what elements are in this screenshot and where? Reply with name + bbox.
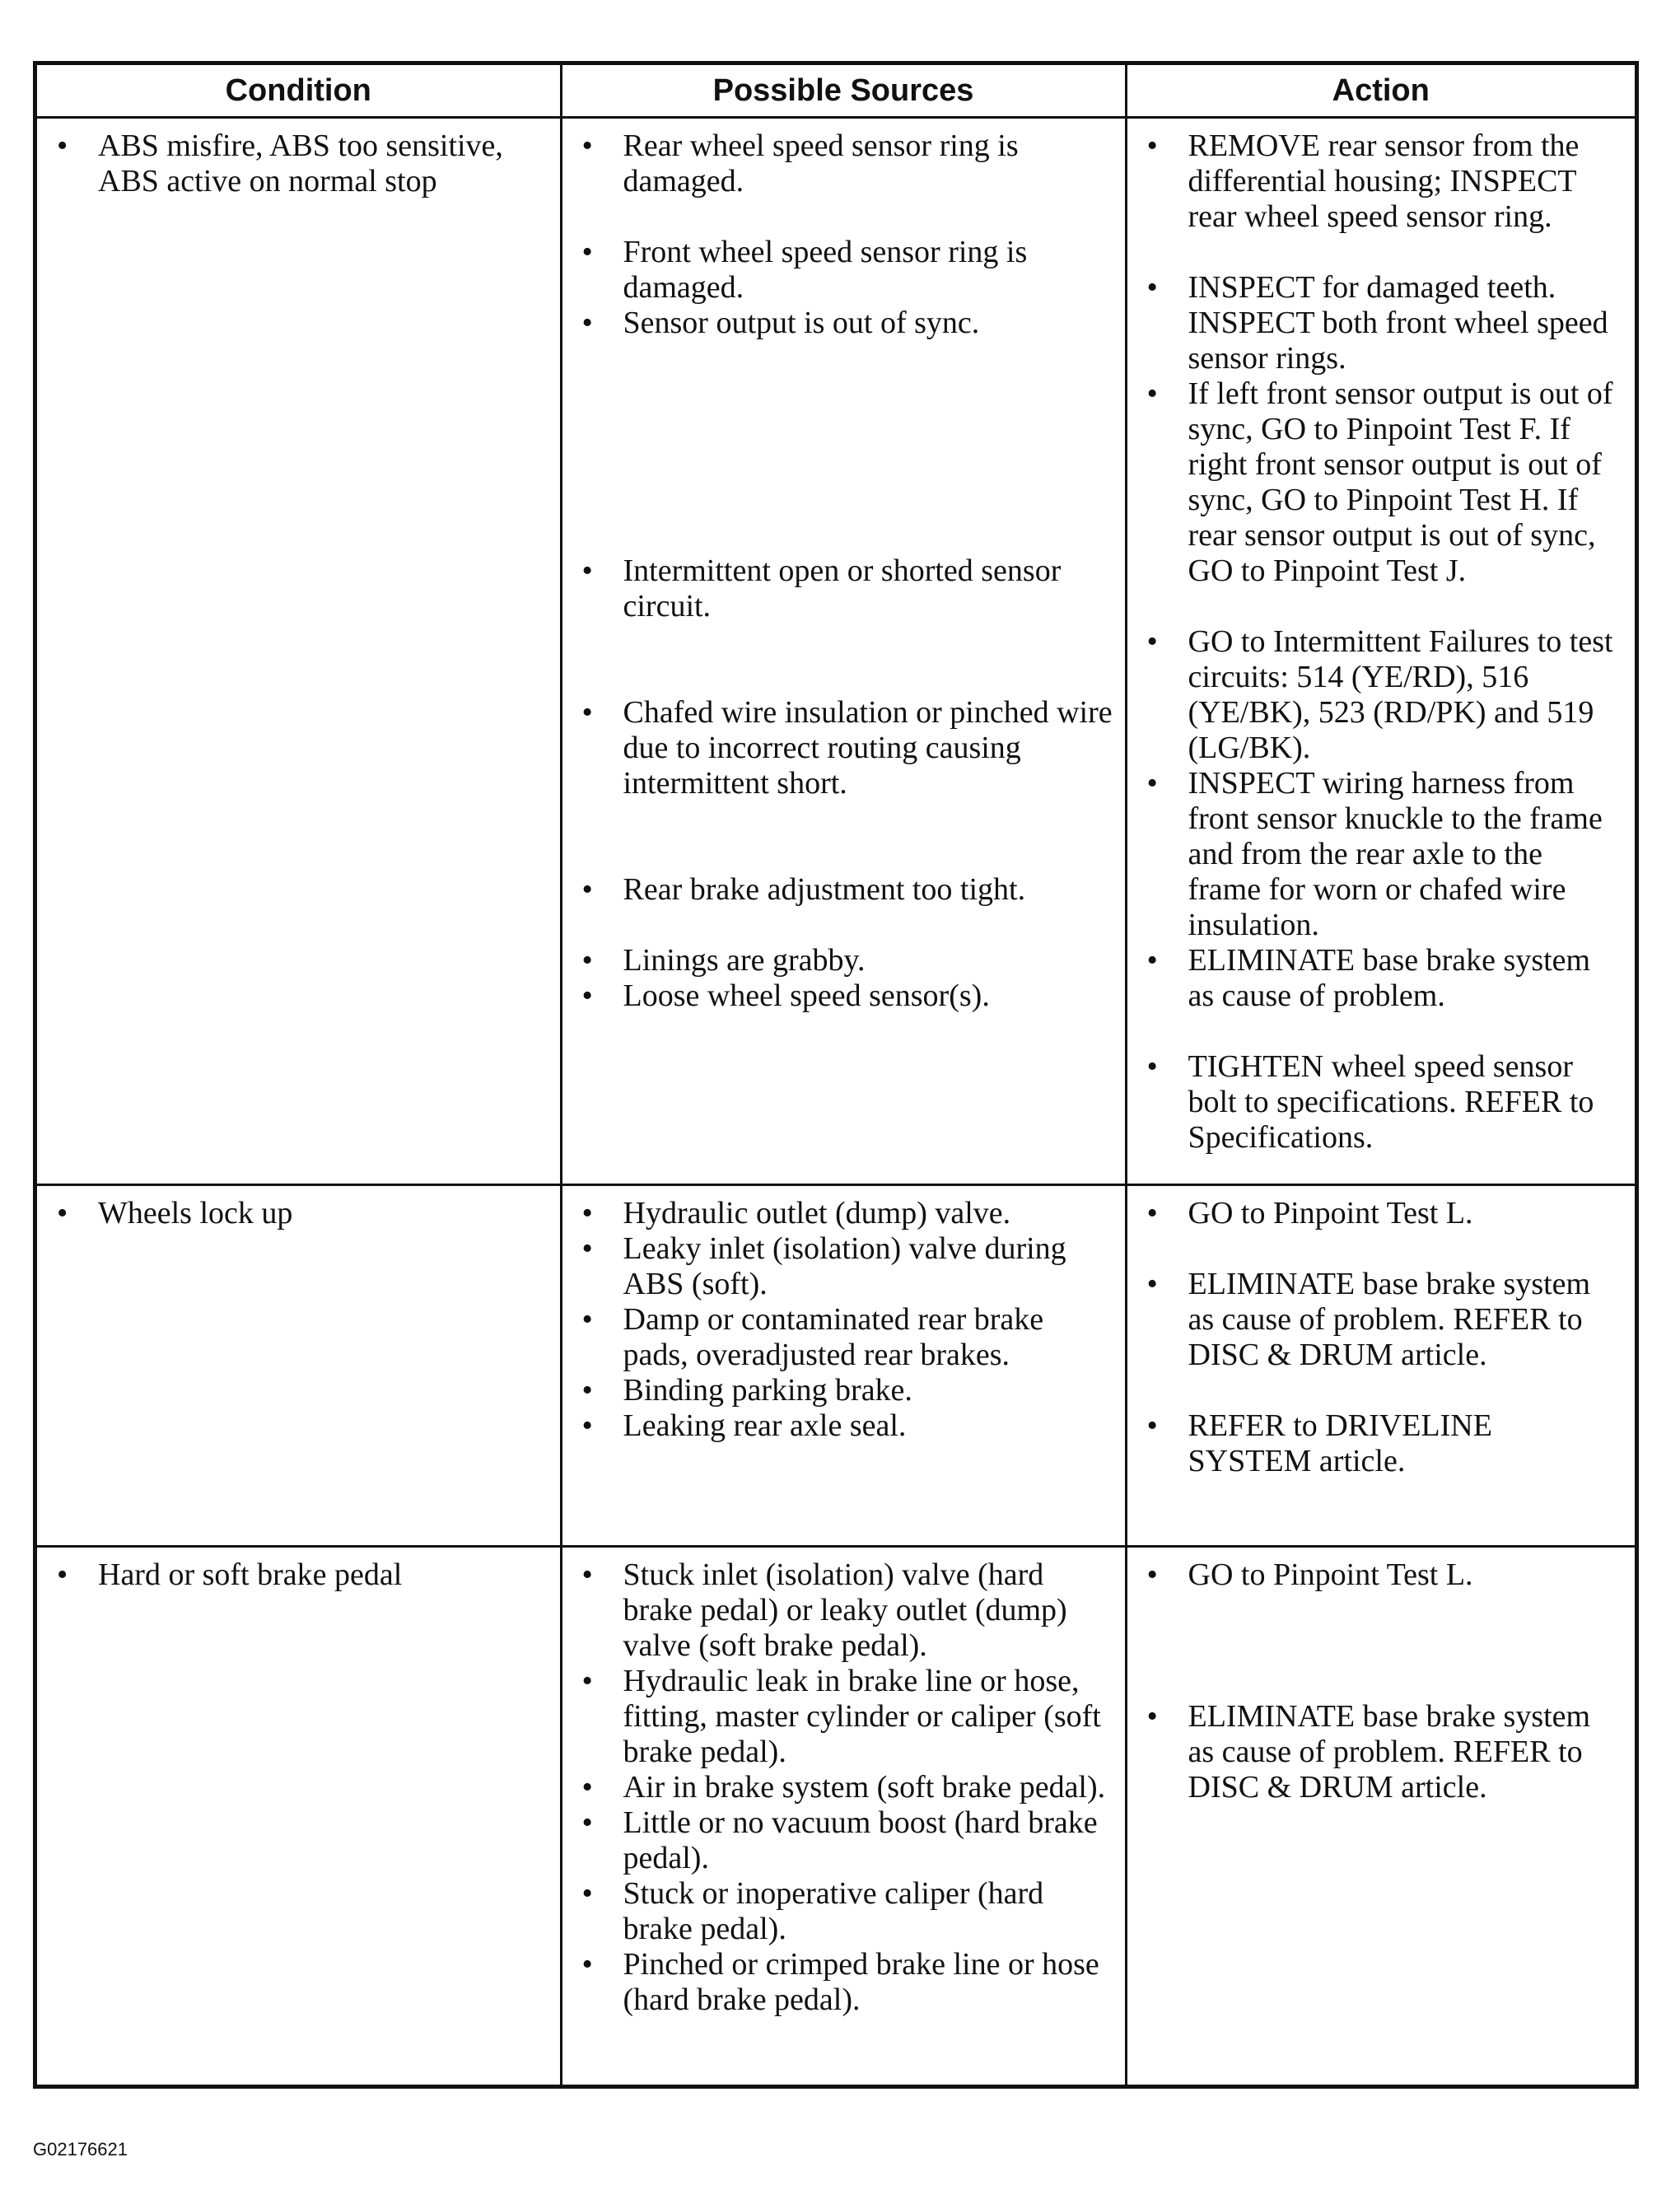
action-item: • ELIMINATE base brake system as cause of problem. REFER to DISC & DRUM article. <box>1139 1699 1624 1805</box>
source-item: • Sensor output is out of sync. <box>574 306 1113 341</box>
source-item: • Rear wheel speed sensor ring is damaged. <box>574 128 1113 199</box>
header-possible-sources: Possible Sources <box>561 65 1126 118</box>
source-item: • Air in brake system (soft brake pedal). <box>574 1770 1113 1805</box>
source-item: • Chafed wire insulation or pinched wire due to incorrect routing causing intermittent short. <box>574 695 1113 837</box>
table-row <box>37 1185 1635 1547</box>
action-item: • REMOVE rear sensor from the differential housing; INSPECT rear wheel speed sensor ring. <box>1139 128 1624 270</box>
figure-code: G02176621 <box>33 2139 128 2160</box>
table-row <box>37 118 1635 1185</box>
source-item: • Binding parking brake. <box>574 1373 1113 1408</box>
condition-text: • ABS misfire, ABS too sensitive, ABS active on normal stop <box>49 128 548 199</box>
source-item: • Linings are grabby. <box>574 943 1113 978</box>
sources-cell <box>561 118 1126 1185</box>
action-item: • GO to Intermittent Failures to test circuits: 514 (YE/RD), 516 (YE/BK), 523 (RD/PK) and 519 (LG/BK). <box>1139 624 1624 766</box>
diagnosis-table-frame <box>33 61 1639 2089</box>
action-item: • ELIMINATE base brake system as cause of problem. <box>1139 943 1624 1014</box>
action-item: • GO to Pinpoint Test L. <box>1139 1196 1624 1267</box>
header-action: Action <box>1126 65 1635 118</box>
source-item: • Hydraulic outlet (dump) valve. <box>574 1196 1113 1231</box>
table-row <box>37 1547 1635 2085</box>
action-item: • TIGHTEN wheel speed sensor bolt to specifications. REFER to Specifications. <box>1139 1049 1624 1156</box>
source-item: • Leaking rear axle seal. <box>574 1408 1113 1444</box>
source-item: • Stuck or inoperative caliper (hard brake pedal). <box>574 1876 1113 1947</box>
action-item: • INSPECT wiring harness from front sensor knuckle to the frame and from the rear axle to the frame for worn or chafed wire insulation. <box>1139 766 1624 943</box>
condition-text: • Hard or soft brake pedal <box>49 1557 548 1593</box>
diagnosis-table <box>37 65 1635 2085</box>
source-item: • Rear brake adjustment too tight. <box>574 872 1113 943</box>
source-item: • Damp or contaminated rear brake pads, overadjusted rear brakes. <box>574 1302 1113 1373</box>
condition-cell <box>37 1547 561 2085</box>
source-item: • Leaky inlet (isolation) valve during ABS (soft). <box>574 1231 1113 1302</box>
condition-cell <box>37 1185 561 1547</box>
action-item: • REFER to DRIVELINE SYSTEM article. <box>1139 1408 1624 1479</box>
header-condition: Condition <box>37 65 561 118</box>
action-item: • INSPECT for damaged teeth. INSPECT both front wheel speed sensor rings. <box>1139 270 1624 376</box>
source-item: • Loose wheel speed sensor(s). <box>574 978 1113 1014</box>
action-item: • GO to Pinpoint Test L. <box>1139 1557 1624 1699</box>
actions-cell <box>1126 1547 1635 2085</box>
sources-cell <box>561 1547 1126 2085</box>
actions-cell <box>1126 118 1635 1185</box>
sources-cell <box>561 1185 1126 1547</box>
source-item: • Stuck inlet (isolation) valve (hard brake pedal) or leaky outlet (dump) valve (soft brake pedal). <box>574 1557 1113 1664</box>
action-item: • ELIMINATE base brake system as cause of problem. REFER to DISC & DRUM article. <box>1139 1267 1624 1408</box>
condition-cell <box>37 118 561 1185</box>
source-item: • Intermittent open or shorted sensor circuit. <box>574 553 1113 624</box>
action-item: • If left front sensor output is out of sync, GO to Pinpoint Test F. If right front sensor output is out of sync, GO to Pinpoint Test H. If rear sensor output is out of sync, GO to Pinpoint Test J. <box>1139 376 1624 624</box>
header-row <box>37 65 1635 118</box>
source-item: • Front wheel speed sensor ring is damaged. <box>574 235 1113 306</box>
condition-text: • Wheels lock up <box>49 1196 548 1231</box>
source-item: • Little or no vacuum boost (hard brake pedal). <box>574 1805 1113 1876</box>
source-item: • Hydraulic leak in brake line or hose, fitting, master cylinder or caliper (soft brake pedal). <box>574 1664 1113 1770</box>
actions-cell <box>1126 1185 1635 1547</box>
source-item: • Pinched or crimped brake line or hose (hard brake pedal). <box>574 1947 1113 2018</box>
